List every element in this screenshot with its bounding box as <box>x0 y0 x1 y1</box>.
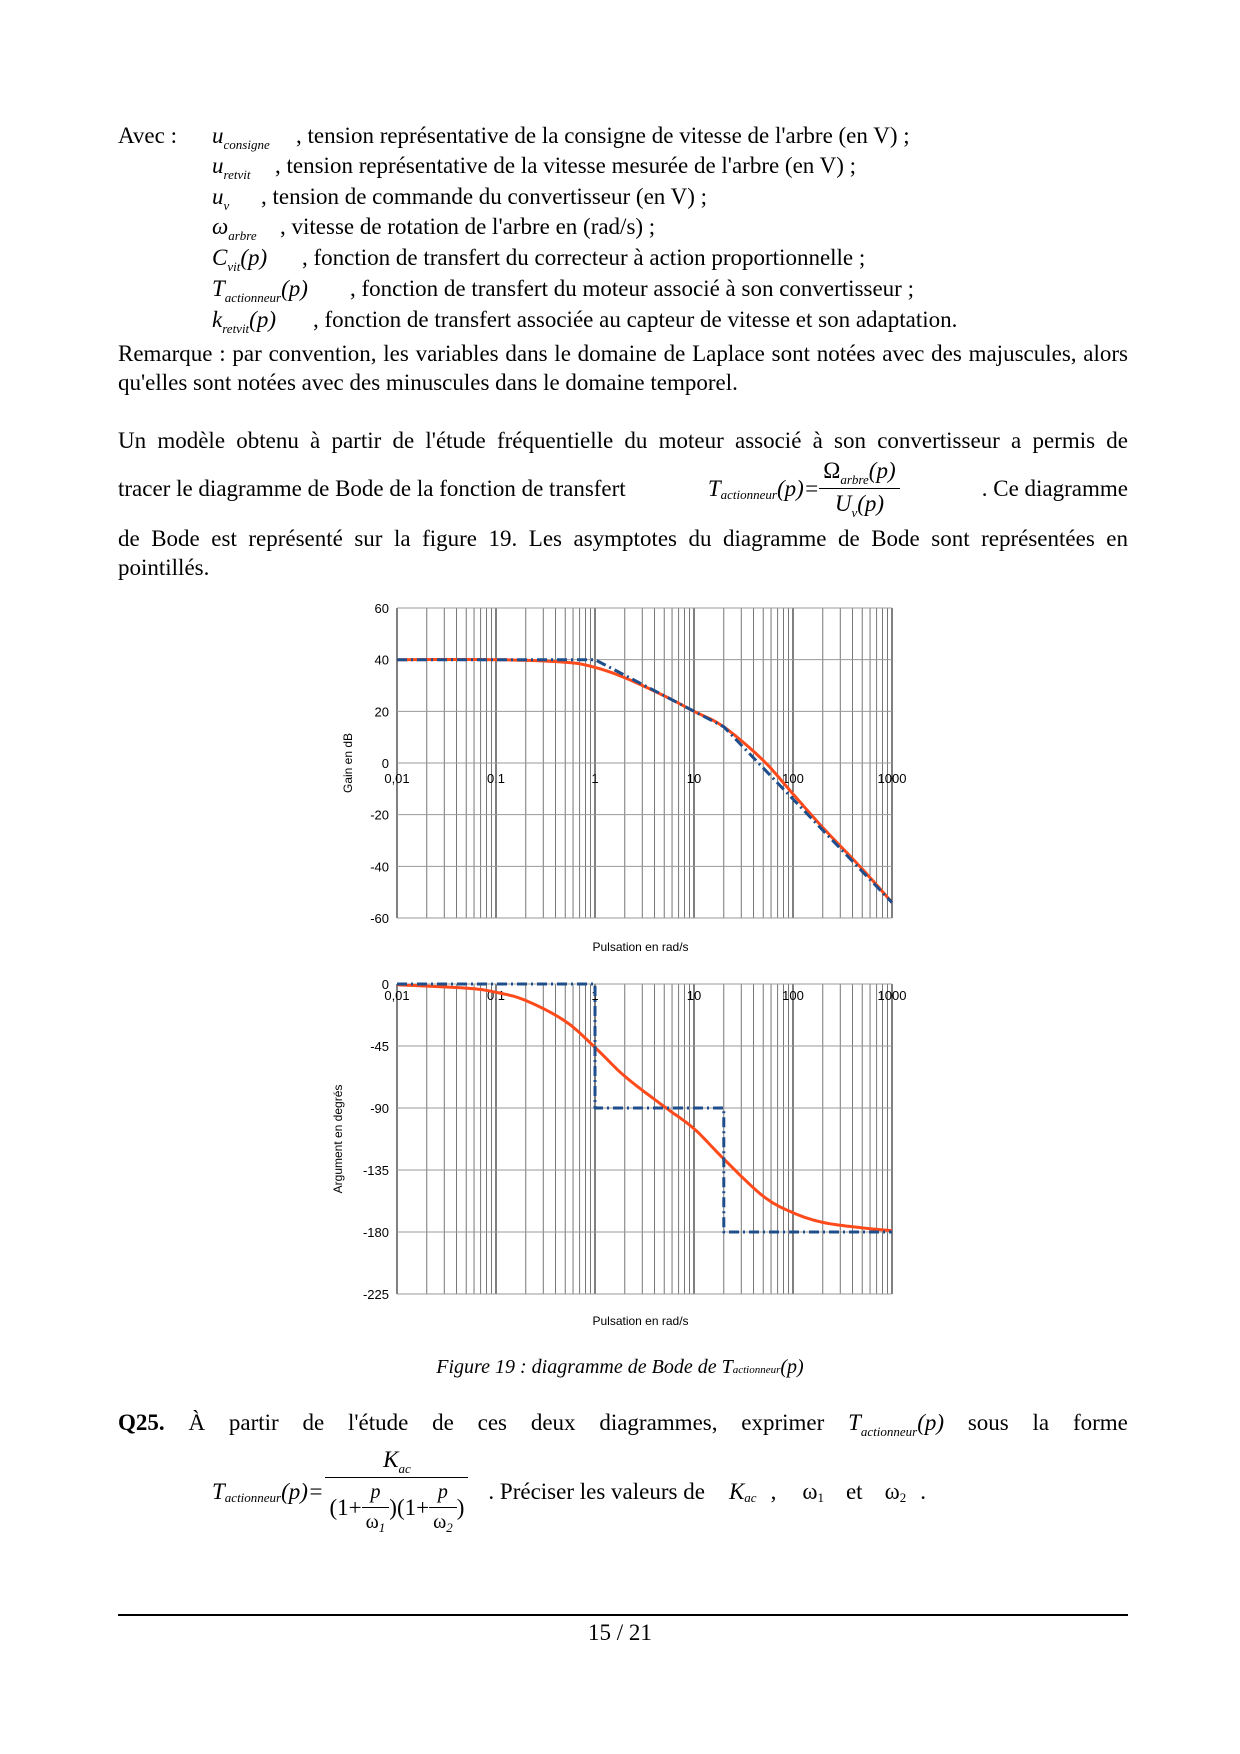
definition-argument: (p) <box>240 245 268 270</box>
question-word: forme <box>1072 1410 1128 1435</box>
definition-text: , fonction de transfert associée au capteur de vitesse et son adaptation. <box>313 307 958 332</box>
remark-paragraph: Remarque : par convention, les variables dans le domaine de Laplace sont notées avec des majuscules, alors qu'elles sont notées avec des minuscules dans le domaine temporel. <box>118 341 1128 395</box>
question-word: la <box>1032 1410 1050 1435</box>
definition-item <box>212 275 308 306</box>
definition-symbol: u <box>212 184 224 209</box>
phase-chart <box>331 977 906 1328</box>
x-tick-label: 1 <box>591 771 599 786</box>
y-tick-label: -90 <box>370 1101 389 1116</box>
definition-symbol: ω <box>212 214 229 239</box>
bode-diagram <box>0 590 1240 1350</box>
q-fraction <box>325 1445 468 1538</box>
definition-text: , tension représentative de la vitesse mesurée de l'arbre (en V) ; <box>275 153 857 178</box>
q-w2-symbol: ω <box>884 1478 900 1504</box>
q-w2-subscript: 2 <box>899 1489 907 1505</box>
y-tick-label: 40 <box>374 652 389 668</box>
question-word: partir <box>228 1410 279 1435</box>
footer-divider <box>118 1614 1128 1616</box>
x-axis-label: Pulsation en rad/s <box>592 1314 689 1328</box>
definition-text: , fonction de transfert du moteur associé à son convertisseur ; <box>350 276 914 301</box>
tf-denominator: $U_v(p)$ <box>834 490 885 520</box>
q-kac-symbol: K <box>728 1478 745 1504</box>
definition-subscript: v <box>223 198 230 213</box>
question-label: Q25. <box>118 1410 165 1435</box>
figure-caption: Figure 19 : diagramme de Bode de Tactionneur(p) <box>436 1356 804 1378</box>
x-tick-label: 1000 <box>877 771 907 786</box>
y-tick-label: 0 <box>381 756 389 771</box>
definition-symbol: T <box>212 276 225 301</box>
y-tick-label: -135 <box>362 1163 389 1178</box>
x-tick-label: 10 <box>686 771 702 786</box>
definition-subscript: actionneur <box>224 290 282 305</box>
x-tick-label: 0,1 <box>486 988 506 1003</box>
x-tick-label: 1000 <box>877 988 907 1003</box>
definition-symbol: u <box>212 123 224 148</box>
y-axis-label: Argument en degrés <box>331 1084 345 1194</box>
definition-symbol: k <box>212 307 223 332</box>
y-tick-label: -20 <box>370 807 389 823</box>
y-tick-label: -180 <box>362 1225 389 1240</box>
q-w1-symbol: ω <box>802 1478 818 1504</box>
q-lhs-symbol: T <box>212 1478 225 1504</box>
y-tick-label: -225 <box>362 1287 389 1302</box>
definition-subscript: retvit <box>222 321 250 336</box>
question-word: deux <box>530 1410 576 1435</box>
gain-chart <box>341 601 906 954</box>
question-inline-tf: $T_{actionneur}(p)$ <box>848 1410 945 1439</box>
definition-item <box>212 152 250 183</box>
question-word: ces <box>477 1410 508 1435</box>
definition-symbol: u <box>212 153 224 178</box>
x-tick-label: 10 <box>686 988 702 1003</box>
question-line-1 <box>118 1408 1128 1440</box>
definition-text: , fonction de transfert du correcteur à action proportionnelle ; <box>302 245 866 270</box>
intro-line-2-text: tracer le diagramme de Bode de la fonction de transfert <box>118 475 626 501</box>
question-word: sous <box>967 1410 1009 1435</box>
y-tick-label: -40 <box>370 859 389 875</box>
intro-line-2 <box>118 458 1128 518</box>
definition-argument: (p) <box>281 276 308 301</box>
question-word: diagrammes, <box>599 1410 718 1435</box>
definition-text: , tension de commande du convertisseur (en V) ; <box>261 184 708 209</box>
q-numerator: $K_{ac}$ <box>325 1445 468 1478</box>
transfer-function-equation <box>708 456 900 521</box>
definition-item <box>212 306 276 337</box>
definition-subscript: consigne <box>223 137 270 152</box>
avec-label: Avec : <box>118 123 177 148</box>
q-kac-subscript: ac <box>744 1489 757 1505</box>
x-tick-label: 0,1 <box>486 771 506 786</box>
y-tick-label: 20 <box>374 704 389 720</box>
question-word: l'étude <box>347 1410 409 1435</box>
y-axis-label: Gain en dB <box>341 732 355 794</box>
q-denominator: (1+ $\frac{p}{\omega_1}$ )(1+ $\frac{p}{\omega_2}$ ) <box>325 1478 468 1538</box>
tf-numerator: $\Omega_{arbre}(p)$ <box>819 456 899 489</box>
definition-subscript: retvit <box>223 167 251 182</box>
definition-item <box>212 213 257 244</box>
y-tick-label: 0 <box>381 977 389 992</box>
question-word: À <box>188 1410 206 1435</box>
intro-line-2-end: . Ce diagramme <box>981 475 1128 501</box>
x-axis-label: Pulsation en rad/s <box>592 940 689 954</box>
definition-item <box>212 244 267 275</box>
definition-symbol: C <box>212 245 228 270</box>
definition-subscript: vit <box>227 259 241 274</box>
q-comma: , <box>770 1478 777 1504</box>
tf-symbol: T <box>707 475 721 501</box>
definition-item <box>212 183 229 214</box>
x-tick-label: 1 <box>591 988 599 1003</box>
q-w1-subscript: 1 <box>817 1489 824 1505</box>
definition-text: , vitesse de rotation de l'arbre en (rad/s) ; <box>280 214 656 239</box>
question-word: exprimer <box>741 1410 825 1435</box>
definition-item <box>212 122 270 153</box>
x-tick-label: 0,01 <box>384 988 410 1003</box>
q-end: . <box>920 1478 926 1504</box>
q-et: et <box>845 1478 863 1504</box>
tf-fraction <box>819 456 899 521</box>
tf-subscript: actionneur <box>720 486 777 502</box>
y-tick-label: 60 <box>374 601 389 616</box>
q-lhs-subscript: actionneur <box>224 1489 282 1505</box>
tf-argument: (p)= <box>776 475 820 501</box>
q-lhs-argument: (p)= <box>281 1478 324 1504</box>
x-tick-label: 100 <box>782 771 804 786</box>
definition-subscript: arbre <box>228 228 257 243</box>
definition-argument: (p) <box>249 307 276 332</box>
question-word: de <box>432 1410 454 1435</box>
y-tick-label: -60 <box>370 911 389 926</box>
x-tick-label: 0,01 <box>384 771 410 786</box>
q-precise-text: . Préciser les valeurs de <box>488 1478 705 1504</box>
page-number: 15 / 21 <box>588 1620 652 1645</box>
definition-text: , tension représentative de la consigne de vitesse de l'arbre (en V) ; <box>296 123 910 148</box>
question-word: de <box>302 1410 325 1435</box>
intro-rest: de Bode est représenté sur la figure 19. Les asymptotes du diagramme de Bode sont représentées en pointillés. <box>118 526 1128 580</box>
question-line-2 <box>212 1446 1052 1536</box>
x-tick-label: 100 <box>782 988 804 1003</box>
intro-line-1: Un modèle obtenu à partir de l'étude fréquentielle du moteur associé à son convertisseur a permis de <box>118 428 1128 453</box>
y-tick-label: -45 <box>370 1039 389 1054</box>
